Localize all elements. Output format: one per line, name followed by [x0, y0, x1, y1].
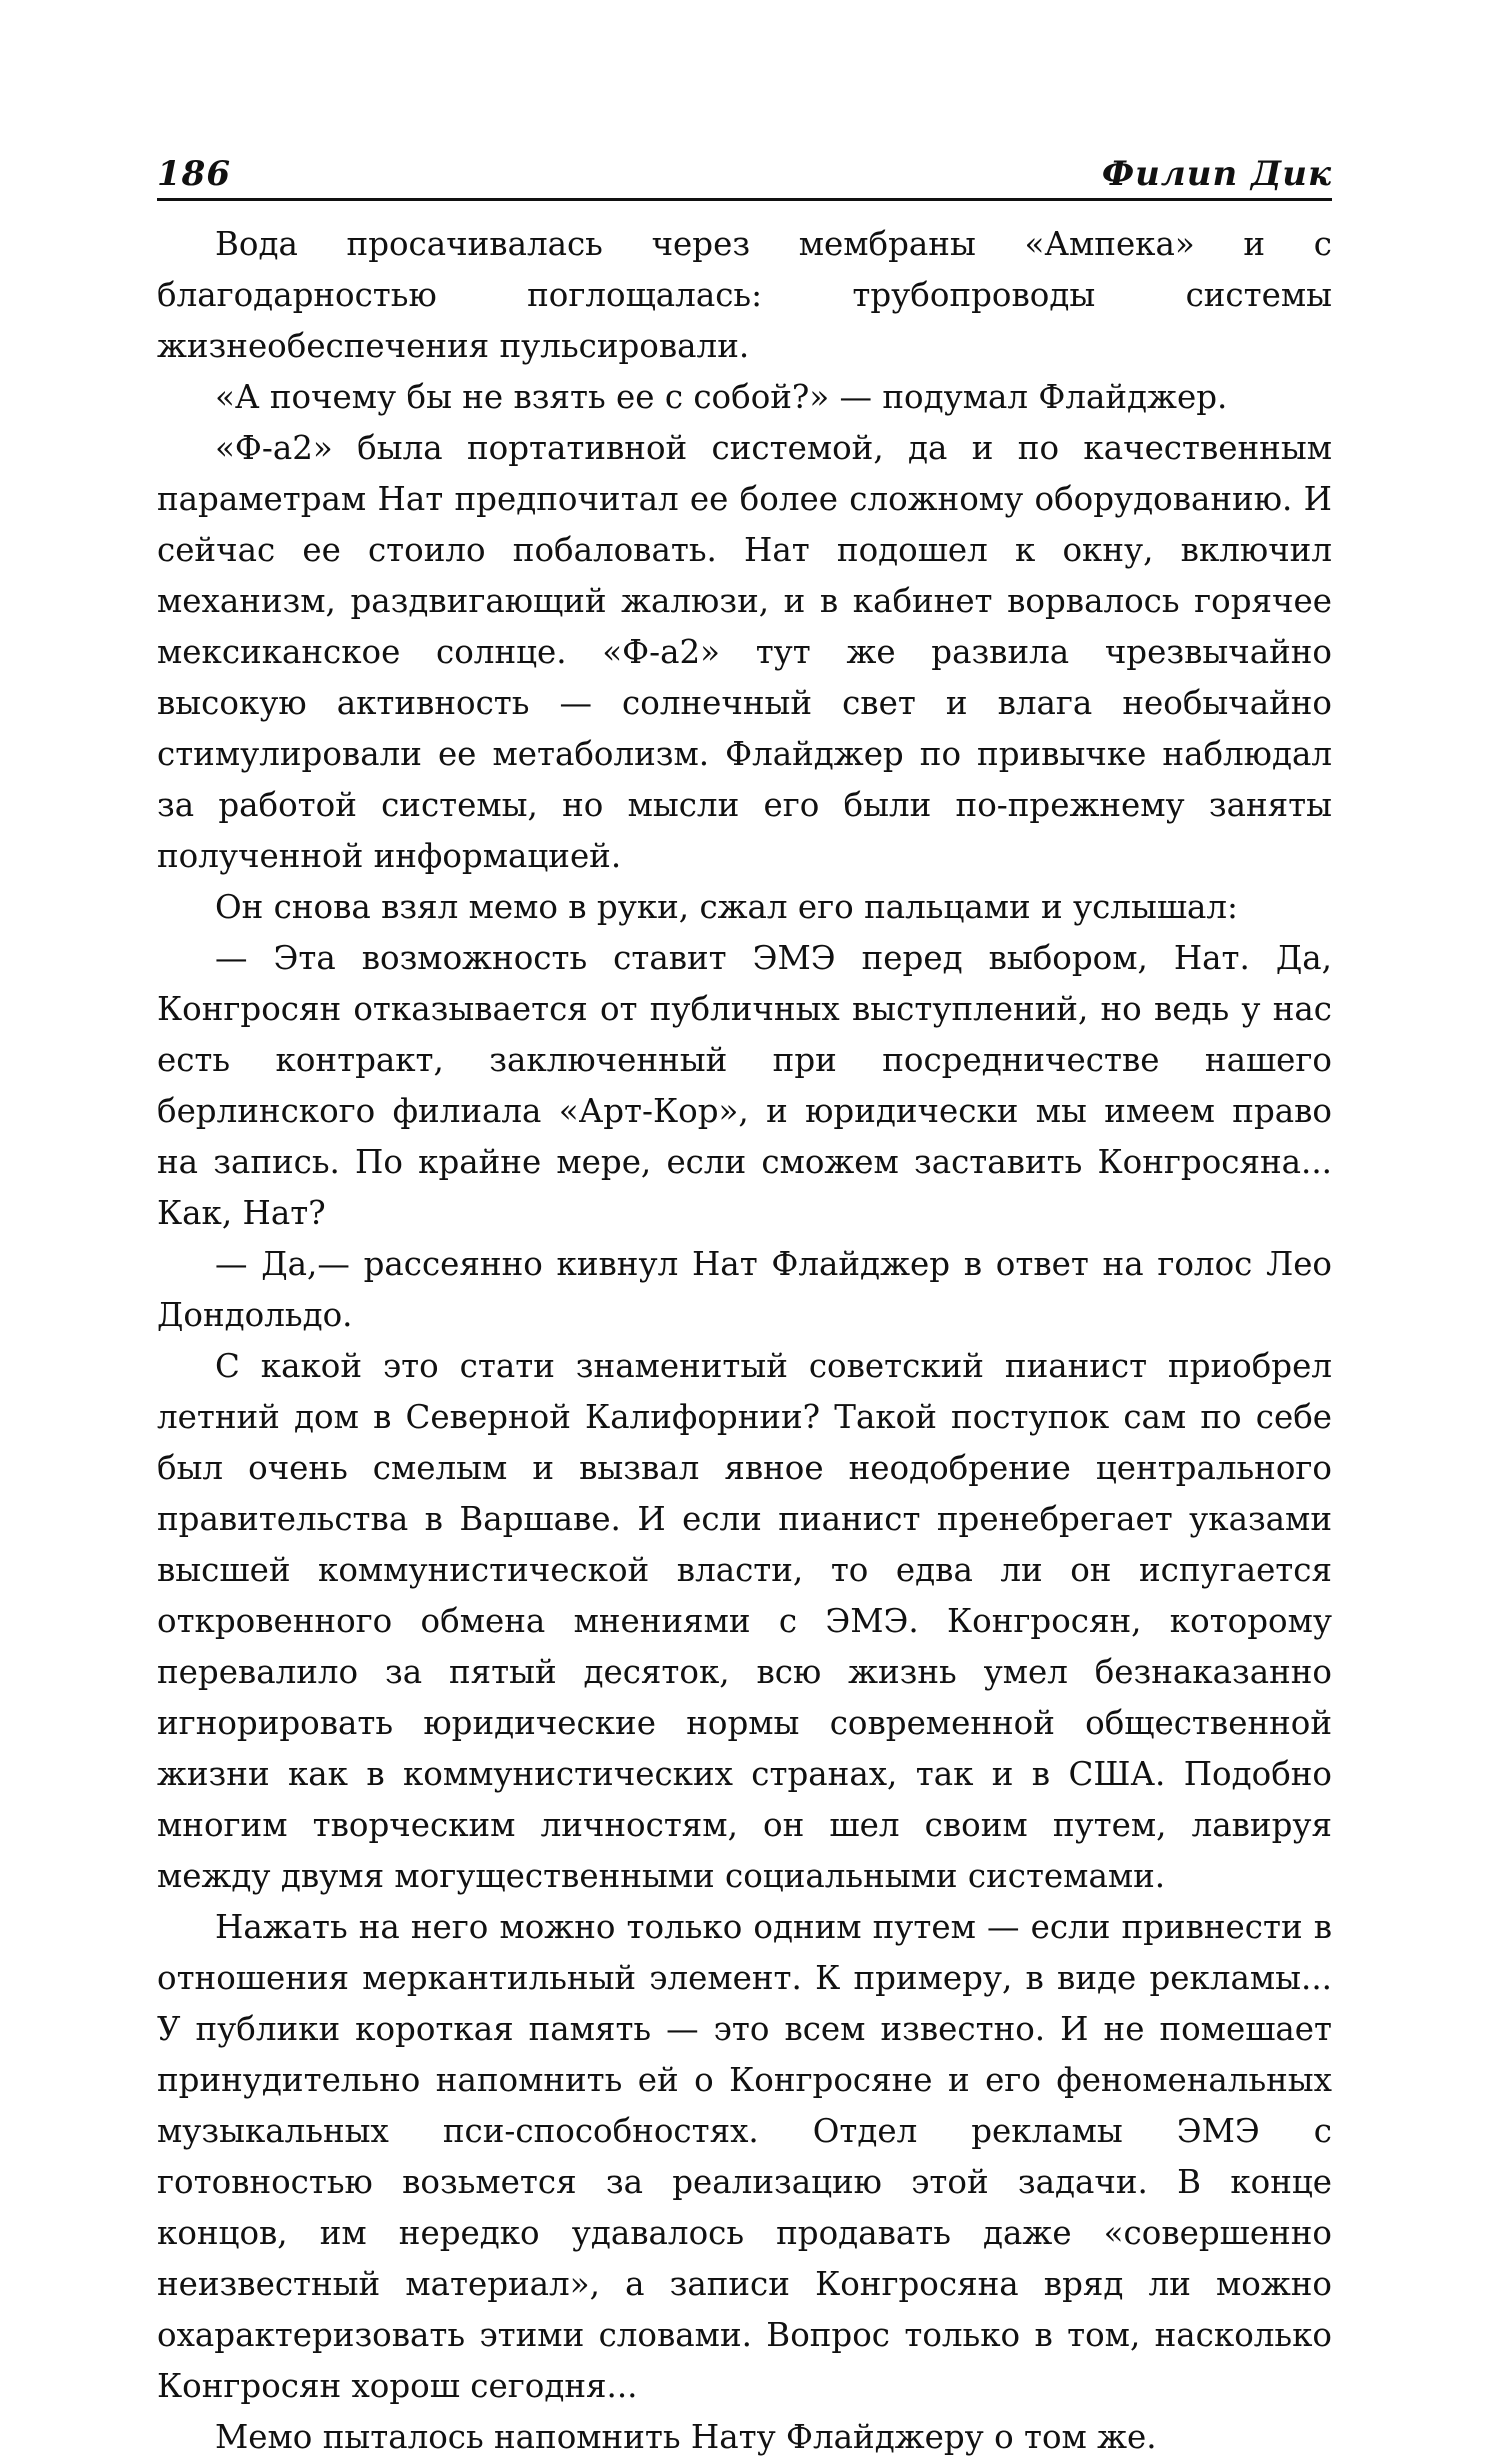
paragraph: Вода просачивалась через мембраны «Ампека» и с благодарностью поглощалась: трубопроводы системы жизнеобеспечения пульсировали.: [157, 225, 1332, 365]
running-head-author: Филип Дик: [1101, 154, 1332, 194]
book-page: [157, 150, 1332, 2463]
paragraph: Он снова взял мемо в руки, сжал его пальцами и услышал:: [215, 888, 1239, 926]
body-text: [157, 219, 1332, 2463]
page-number: 186: [157, 154, 231, 194]
paragraph: — Эта возможность ставит ЭМЭ перед выбором, Нат. Да, Конгросян отказывается от публичных выступлений, но ведь у нас есть контракт, заключенный при посредничестве нашего берлинского филиала «Арт-Кор», и юридически мы имеем право на запись. По крайне мере, если сможем заставить Конгросяна... Как, Нат?: [157, 939, 1332, 1232]
paragraph: «Ф-а2» была портативной системой, да и по качественным параметрам Нат предпочитал ее более сложному оборудованию. И сейчас ее стоило побаловать. Нат подошел к окну, включил механизм, раздвигающий жалюзи, и в кабинет ворвалось горячее мексиканское солнце. «Ф-а2» тут же развила чрезвычайно высокую активность — солнечный свет и влага необычайно стимулировали ее метаболизм. Флайджер по привычке наблюдал за работой системы, но мысли его были по-прежнему заняты полученной информацией.: [157, 429, 1332, 875]
page-header: [157, 150, 1332, 201]
paragraph: «А почему бы не взять ее с собой?» — подумал Флайджер.: [215, 378, 1228, 416]
paragraph: Нажать на него можно только одним путем — если привнести в отношения меркантильный элемент. К примеру, в виде рекламы... У публики короткая память — это всем известно. И не помешает принудительно напомнить ей о Конгросяне и его феноменальных музыкальных пси-способностях. Отдел рекламы ЭМЭ с готовностью возьмется за реализацию этой задачи. В конце концов, им нередко удавалось продавать даже «совершенно неизвестный материал», а записи Конгросяна вряд ли можно охарактеризовать этими словами. Вопрос только в том, насколько Конгросян хорош сегодня...: [157, 1908, 1332, 2405]
paragraph: — Да,— рассеянно кивнул Нат Флайджер в ответ на голос Лео Дондольдо.: [157, 1245, 1332, 1334]
paragraph: С какой это стати знаменитый советский пианист приобрел летний дом в Северной Калифорнии? Такой поступок сам по себе был очень смелым и вызвал явное неодобрение центрального правительства в Варшаве. И если пианист пренебрегает указами высшей коммунистической власти, то едва ли он испугается откровенного обмена мнениями с ЭМЭ. Конгросян, которому перевалило за пятый десяток, всю жизнь умел безнаказанно игнорировать юридические нормы современной общественной жизни как в коммунистических странах, так и в США. Подобно многим творческим личностям, он шел своим путем, лавируя между двумя могущественными социальными системами.: [157, 1347, 1332, 1895]
paragraph: Мемо пыталось напомнить Нату Флайджеру о том же.: [215, 2418, 1157, 2456]
